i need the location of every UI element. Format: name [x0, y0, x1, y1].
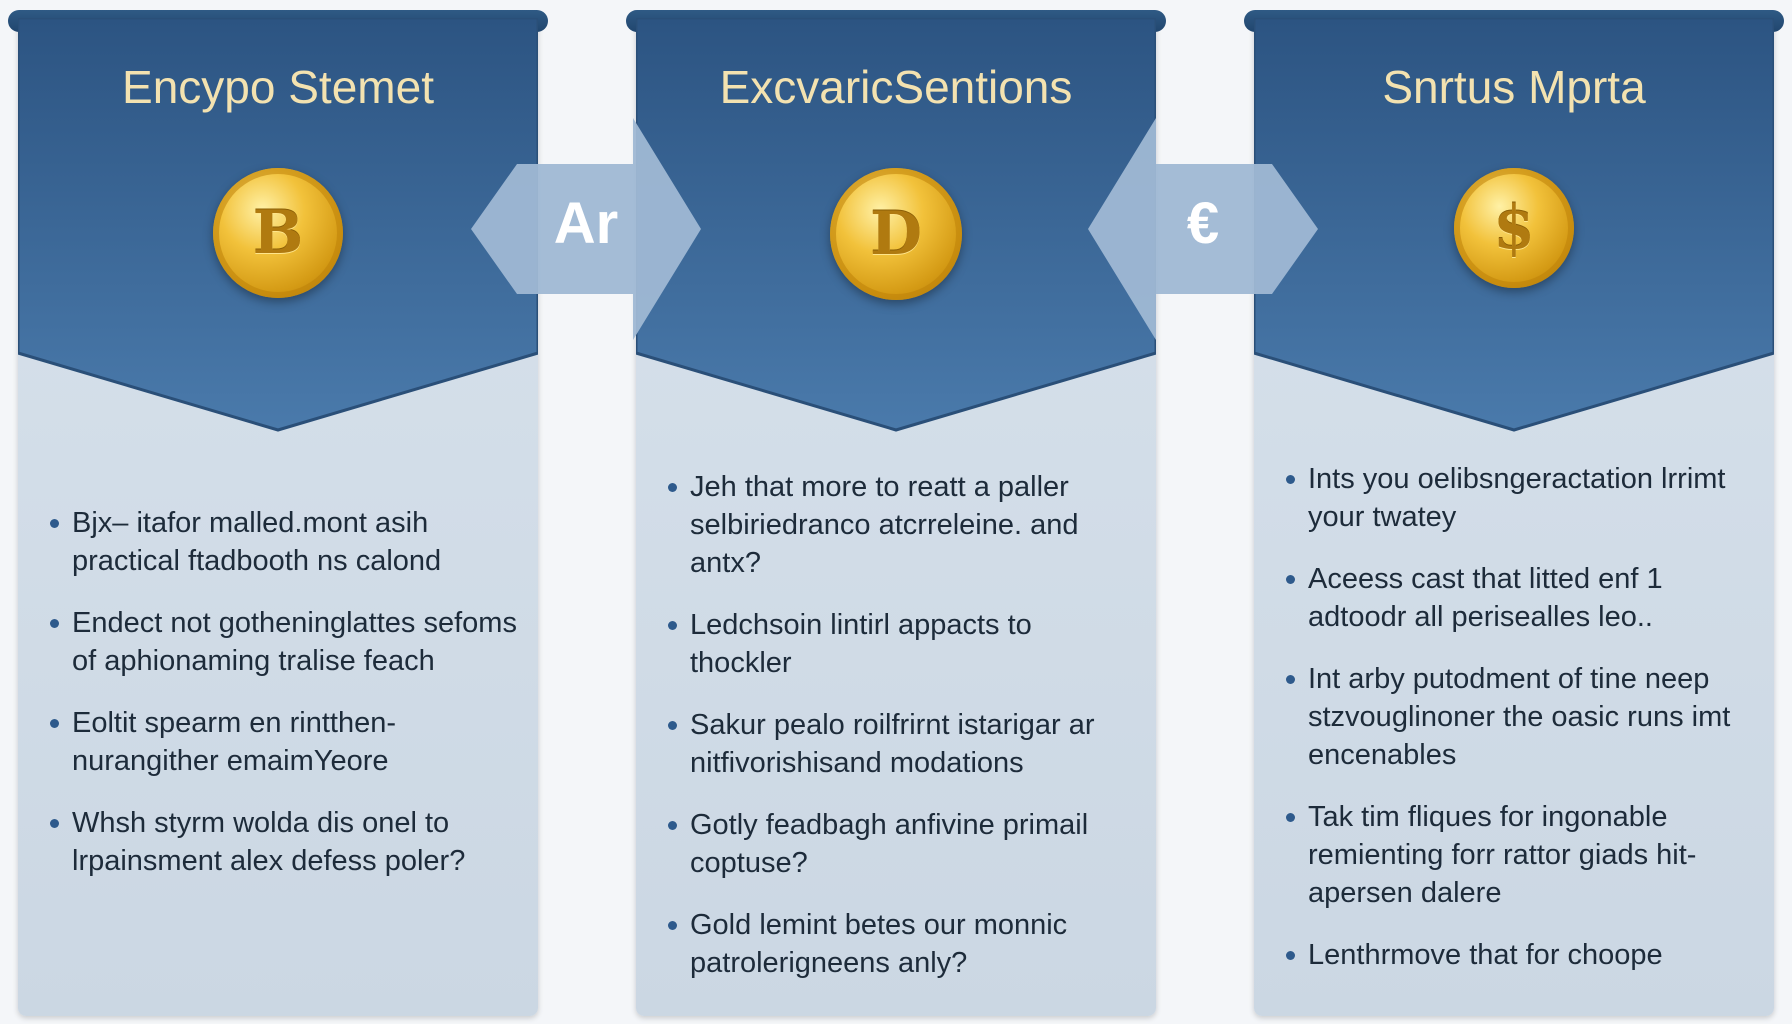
column-title: Encypo Stemet: [122, 61, 434, 113]
double-arrow-euro-icon: [1088, 118, 1318, 340]
bullet-list: [48, 504, 518, 904]
bullet-item: Aceess cast that litted enf 1 adtoodr all perisealles leo..: [1284, 560, 1754, 636]
coin-symbol: B: [252, 198, 304, 268]
coin-symbol: D: [869, 199, 923, 269]
bullet-item: Ints you oelibsngeractation lrrimt your twatey: [1284, 460, 1754, 536]
column-title: Snrtus Mprta: [1382, 61, 1646, 113]
bullet-list: [1284, 460, 1754, 998]
arrow-label: €: [1186, 191, 1220, 256]
column-card-2: [636, 18, 1156, 1016]
column-card-1: [18, 18, 538, 1016]
bullet-item: Endect not gotheninglattes sefoms of aphionaming tralise feach: [48, 604, 518, 680]
bitcoin-coin-icon: [213, 168, 343, 298]
bullet-list: [666, 468, 1136, 1006]
arrow-label: Ar: [553, 191, 619, 256]
dollar-coin-icon: [1454, 168, 1574, 288]
bullet-item: Gold lemint betes our monnic patrolerigneens anly?: [666, 906, 1136, 982]
bullet-item: Ledchsoin lintirl appacts to thockler: [666, 606, 1136, 682]
bullet-item: Sakur pealo roilfrirnt istarigar ar nitfivorishisand modations: [666, 706, 1136, 782]
column-card-3: [1254, 18, 1774, 1016]
bullet-item: Eoltit spearm en rintthen-nurangither emaimYeore: [48, 704, 518, 780]
bullet-item: Jeh that more to reatt a paller selbiriedranco atcrreleine. and antx?: [666, 468, 1136, 582]
bullet-item: Gotly feadbagh anfivine primail coptuse?: [666, 806, 1136, 882]
bullet-item: Lenthrmove that for choope: [1284, 936, 1754, 974]
bullet-item: Int arby putodment of tine neep stzvouglinoner the oasic runs imt encenables: [1284, 660, 1754, 774]
column-title: ExcvaricSentions: [719, 61, 1073, 113]
coin-symbol: $: [1493, 193, 1535, 263]
bullet-item: Bjx– itafor malled.mont asih practical ftadbooth ns calond: [48, 504, 518, 580]
bullet-item: Tak tim fliques for ingonable remienting forr rattor giads hit-apersen dalere: [1284, 798, 1754, 912]
double-arrow-icon: [471, 118, 701, 340]
crypto-coin-icon: [830, 168, 962, 300]
bullet-item: Whsh styrm wolda dis onel to lrpainsment alex defess poler?: [48, 804, 518, 880]
